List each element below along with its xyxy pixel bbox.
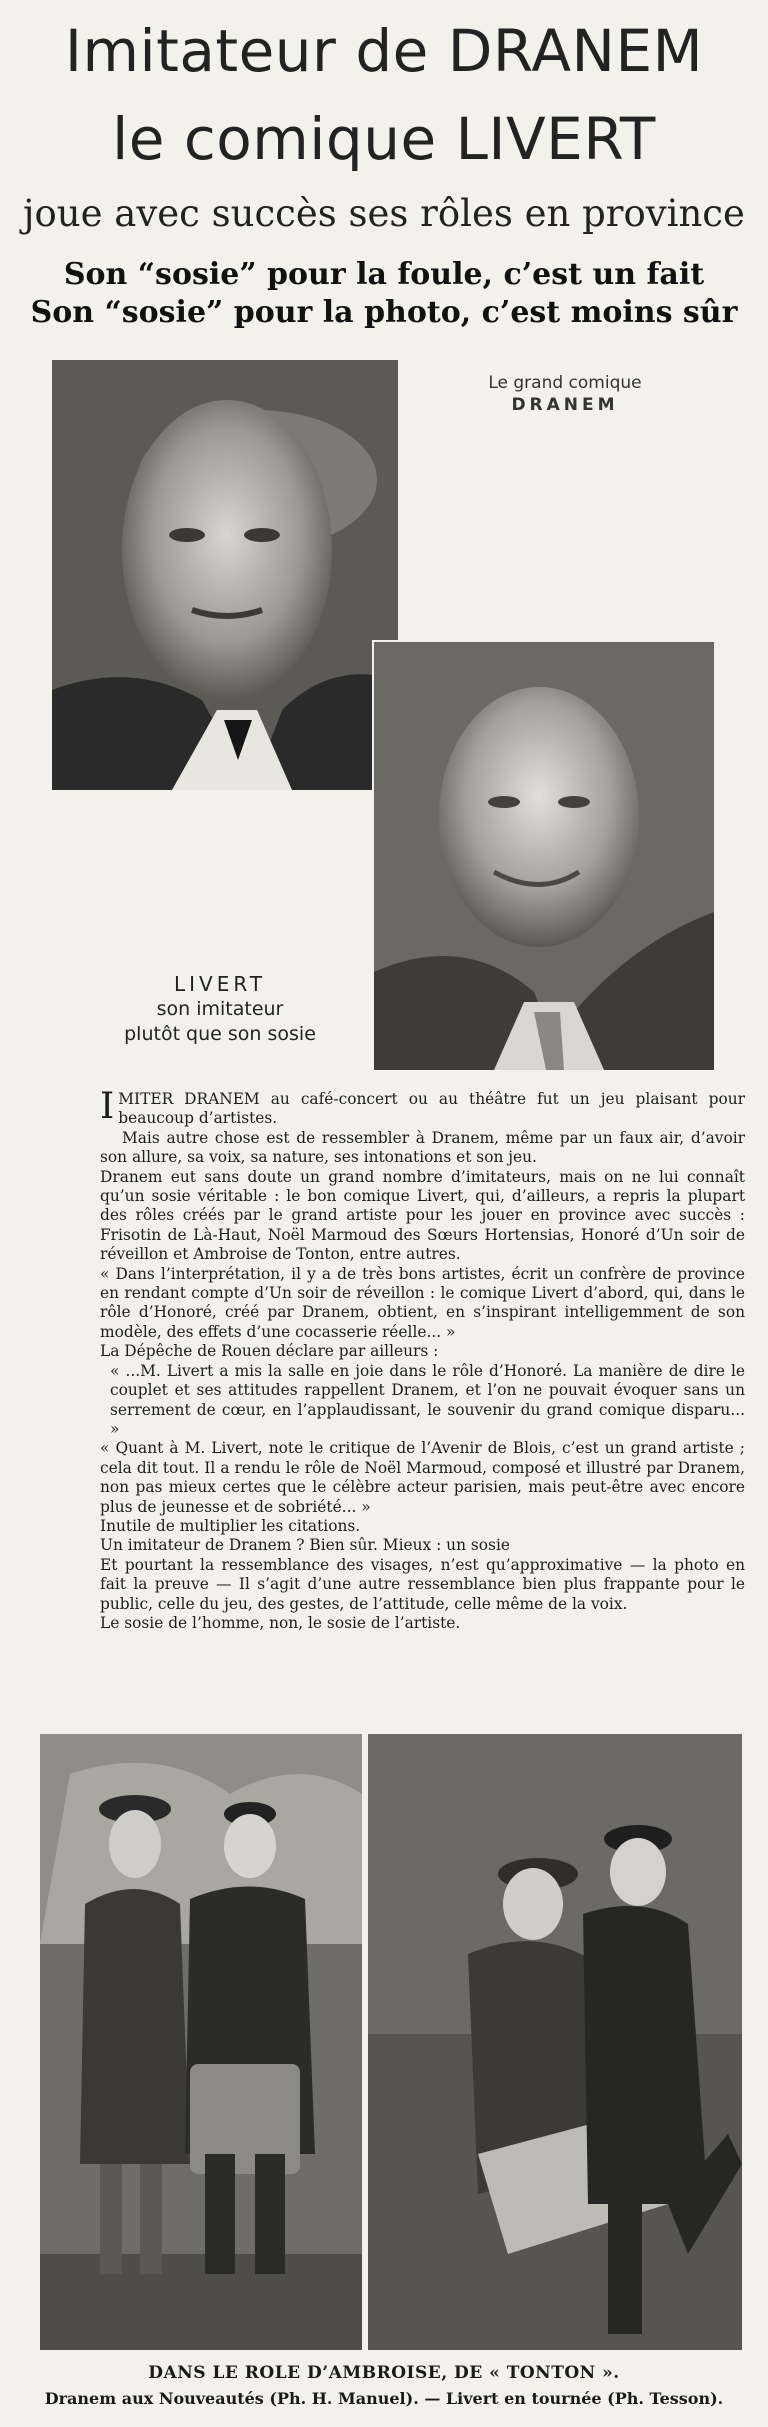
subheadline-line-1: Son “sosie” pour la foule, c’est un fait <box>63 257 705 292</box>
dranem-caption <box>440 372 690 416</box>
article-paragraph: Le sosie de l’homme, non, le sosie de l’artiste. <box>100 1613 461 1632</box>
dranem-caption-title: Le grand comique <box>488 373 642 393</box>
article-quote: « ...M. Livert a mis la salle en joie dans le rôle d’Honoré. La manière de dire le couplet et ses attitudes rappellent Dranem, et l’on ne pouvait évoquer sans un serrement de cœur, en l’applaudissant, le souvenir du grand comique disparu... » <box>110 1361 745 1438</box>
dranem-caption-name: DRANEM <box>511 395 619 415</box>
livert-stage-photo <box>368 1734 742 2350</box>
headline-line-3: joue avec succès ses rôles en province <box>23 192 745 235</box>
headline-line-2: le comique LIVERT <box>112 105 656 173</box>
livert-caption <box>90 972 350 1047</box>
article-paragraph: Un imitateur de Dranem ? Bien sûr. Mieux : un sosie <box>100 1536 510 1555</box>
article-paragraph: Dranem eut sans doute un grand nombre d’imitateurs, mais on ne lui connaît qu’un sosie véritable : le bon comique Livert, qui, d’ailleurs, a repris la plupart des rôles créés par le grand artiste pour les jouer en province avec succès : Frisotin de Là-Haut, Noël Marmoud des Sœurs Hortensias, Honoré d’Un soir de réveillon et Ambroise de Tonton, entre autres. <box>100 1167 745 1264</box>
subheadline-line-2: Son “sosie” pour la photo, c’est moins sûr <box>30 295 738 330</box>
bottom-caption-credits: Dranem aux Nouveautés (Ph. H. Manuel). — Livert en tournée (Ph. Tesson). <box>44 2389 724 2408</box>
subheadline <box>0 256 768 332</box>
article-quote: « Dans l’interprétation, il y a de très bons artistes, écrit un confrère de province en rendant compte d’Un soir de réveillon : le comique Livert d’abord, qui, dans le rôle d’Honoré, créé par Dranem, obtient, en s’inspirant intelligemment de son modèle, des effets d’une cocasserie réelle... » <box>100 1264 745 1341</box>
article-paragraph: Et pourtant la ressemblance des visages, n’est qu’approximative — la photo en fait la preuve — Il s’agit d’une autre ressemblance bien plus frappante pour le public, celle du jeu, des gestes, de l’attitude, celle même de la voix. <box>100 1555 745 1613</box>
article-paragraph: Inutile de multiplier les citations. <box>100 1516 361 1535</box>
article-paragraph: IMITER DRANEM au café-concert ou au théâtre fut un jeu plaisant pour beaucoup d’artistes. <box>100 1086 745 1128</box>
headline-line-1: Imitateur de DRANEM <box>64 17 704 85</box>
dranem-portrait-photo <box>52 360 398 790</box>
dranem-stage-photo <box>40 1734 362 2350</box>
bottom-caption-title: DANS LE ROLE D’AMBROISE, DE « TONTON ». <box>148 2363 620 2383</box>
article-body <box>100 1086 745 1633</box>
livert-caption-line-3: plutôt que son sosie <box>124 1023 316 1045</box>
livert-portrait-photo <box>372 640 716 1072</box>
article-paragraph: La Dépêche de Rouen déclare par ailleurs : <box>100 1342 439 1361</box>
article-paragraph: Mais autre chose est de ressembler à Dranem, même par un faux air, d’avoir son allure, sa voix, sa nature, ses intonations et son jeu. <box>100 1128 745 1167</box>
livert-caption-name: LIVERT <box>173 972 267 996</box>
livert-caption-line-2: son imitateur <box>156 998 284 1020</box>
article-quote: « Quant à M. Livert, note le critique de l’Avenir de Blois, c’est un grand artiste ; cela dit tout. Il a rendu le rôle de Noël Marmoud, composé et illustré par Dranem, non pas mieux certes que le célèbre acteur parisien, mais peut-être avec encore plus de jeunesse et de sobriété... » <box>100 1439 745 1516</box>
